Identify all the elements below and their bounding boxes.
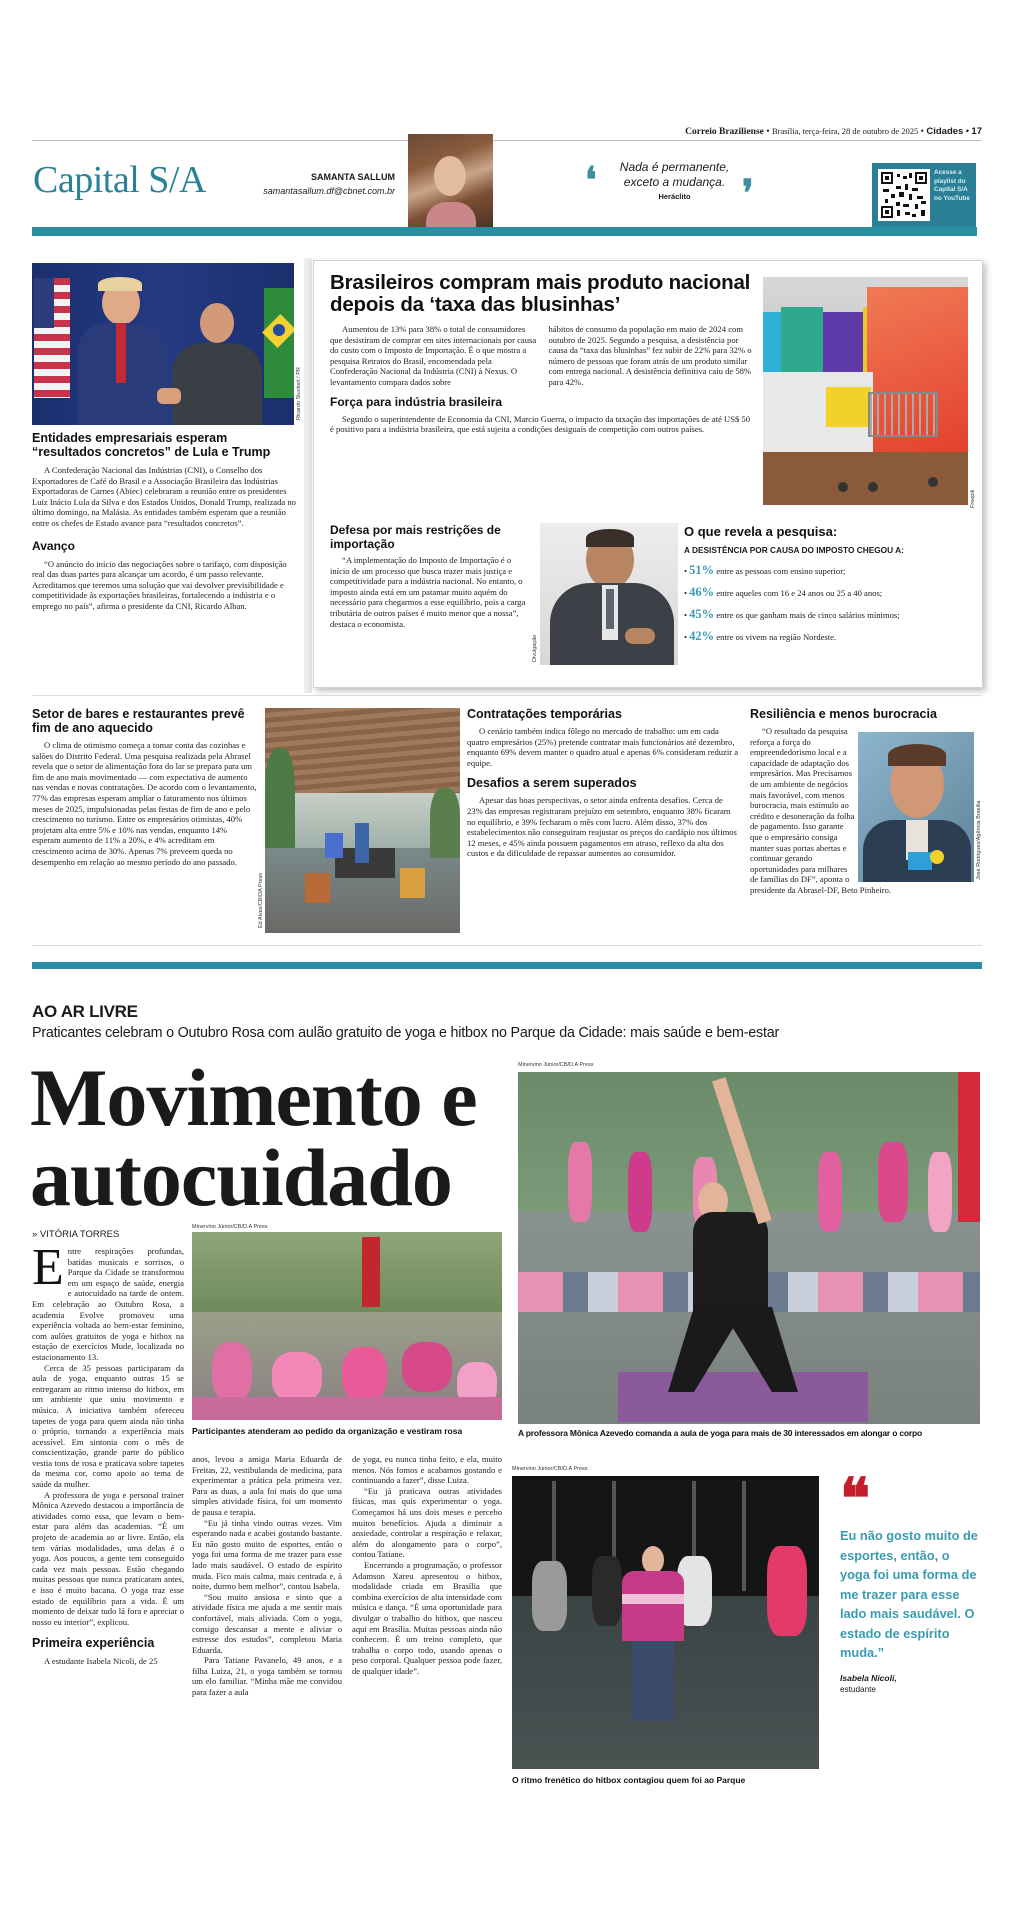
main-col1-lead: ntre respirações profundas, batidas musicais e sorrisos, o Parque da Cidade se transformou em um espaço de saúde, energia e autocuidado na tarde de ontem. Em celebração ao Outubro Rosa, a academia Evolve promoveu uma experiência voltada ao bem-estar feminino, com aulões gratuitos de yoga e hitbox na estação de exercícios Mude, localizada no estacionamento 13. <box>32 1246 184 1362</box>
paper-name: Correio Braziliense <box>685 127 764 137</box>
column-divider <box>304 258 312 693</box>
masthead <box>32 124 982 140</box>
contratacoes-headline: Contratações temporárias <box>467 707 622 721</box>
main-col2 <box>192 1454 342 1698</box>
lula-trump-headline: Entidades empresariais esperam “resultados concretos” de Lula e Trump <box>32 431 271 459</box>
quote-open-icon: ❛ <box>585 159 597 201</box>
lula-trump-body2 <box>32 559 300 612</box>
lula-trump-body-p1: A Confederação Nacional das Indústrias (CNI), o Conselho dos Exportadores de Café do Brasil e a Associação Brasileira das Indústrias Exportadoras de Carnes (Abiec) celebraram a reunião entre os presidentes Luiz Inácio Lula da Silva e dos Estados Unidos, Donald Trump, realizada no último domingo, na Malásia. As entidades também esperam que a reunião entre os chefes de Estado avance para “resultados concretos”. <box>32 465 296 528</box>
lula-trump-photo-credit: Ricardo Stuckert / PR <box>296 367 302 420</box>
marcio-guerra-photo <box>540 523 678 665</box>
lula-trump-body2-p: “O anúncio do início das negociações sobre o tarifaço, com disposição real das duas partes para alcançar um acordo, é um passo relevante. Acreditamos que teremos uma solução que vai devolver previsibilidade e competitividade às exportações brasileiras, fortalecendo a indústria e o emprego no país”, afirma o presidente da CNI, Ricardo Alban. <box>32 558 287 611</box>
blusinhas-intro-col2 <box>549 324 756 388</box>
main-col1-p3: A professora de yoga e personal trainer Mônica Azevedo destacou a importância de atividades como essa, que levam o bem-estar para além das academias. “É um projeto de academia ao ar livre. Então, ela tem várias modalidades, uma delas é o yoga. Aos poucos, a gente tem conseguido cada vez mais pessoas. Estão chegando muitas pessoas que nunca praticaram antes, e isso é muito bacana. O yoga traz esse estado de equilíbrio para a vida. É um momento de deixar tudo lá fora e apreciar o nosso eu interior”, explicou. <box>32 1489 184 1627</box>
survey-stat-value: 42% <box>689 629 715 643</box>
survey-stat-item <box>684 563 976 579</box>
qr-code-icon[interactable] <box>878 169 930 221</box>
bares-body <box>32 740 257 867</box>
hitbox-photo <box>512 1476 819 1769</box>
columnist-name: SAMANTA SALLUM <box>311 172 395 182</box>
quote-close-icon: ❜ <box>742 172 754 214</box>
main-col1-subhead: Primeira experiência <box>32 1636 155 1651</box>
contratacoes-body2 <box>467 795 739 859</box>
pullquote-text: Eu não gosto muito de esportes, então, o yoga foi uma forma de me trazer para esse lado mais saudável. O estado de espírito muda.” <box>840 1528 978 1660</box>
beto-pinheiro-photo <box>858 732 974 882</box>
blusinhas-intro-col1-p: Aumentou de 13% para 38% o total de consumidores que desistiram de comprar em sites internacionais por causa do custo com o Imposto de Importação. É o que mostra a pesquisa Retratos do Brasil, encomendada pela Confederação Nacional da Indústria (CNI) à Nexus. O levantamento compara dados sobre <box>330 324 537 387</box>
blusinhas-upper <box>330 272 755 435</box>
header-quote-line2: exceto a mudança. <box>623 175 726 189</box>
pullquote-attribution <box>840 1673 980 1696</box>
main-col2-p4: Para Tatiane Pavanelo, 49 anos, e a filha Luiza, 21, o yoga também se tornou um elo familiar. “Minha mãe me convidou para fazer a aula <box>192 1655 342 1698</box>
bares-headline: Setor de bares e restaurantes prevê fim de ano aquecido <box>32 707 245 735</box>
dateline: Brasília, terça-feira, 28 de outubro de 2025 <box>771 126 919 136</box>
main-col3 <box>352 1454 502 1676</box>
columnist-block <box>220 172 395 197</box>
main-headline <box>30 1052 510 1223</box>
restaurant-photo-credit: Ed Alves/CB/DA Press <box>258 872 264 928</box>
bullet-icon: • <box>684 588 690 598</box>
masthead-line: Correio Braziliense • Brasília, terça-feira, 28 de outubro de 2025 • Cidades • 17 <box>685 126 982 137</box>
main-col3-p3: Encerrando a programação, o professor Adamson Xareu apresentou o hitbox, modalidade criada em Brasília que combina exercícios de alta intensidade com música e dança. “É uma oportunidade para divulgar o trabalho do hitbox, que nasceu aqui em Brasília. Muitas pessoas ainda não conhecem. É um treino completo, que trabalha o corpo todo, usando apenas o peso corporal. Qualquer pessoa pode fazer, de qualquer idade”. <box>352 1559 502 1676</box>
main-col3-p2: “Eu já praticava outras atividades físicas, mas quis experimentar o yoga. Começamos há uns dois meses e percebo muitos benefícios. Ajuda a diminuir a ansiedade, controlar a respiração e relaxar, além do alongamento para o corpo”, contou Tatiane. <box>352 1485 502 1560</box>
shopping-cart-photo <box>763 277 968 505</box>
survey-stat-value: 51% <box>689 563 715 577</box>
lula-trump-story <box>32 431 300 612</box>
blusinhas-intro <box>330 324 755 388</box>
survey-stat-text: entre os que ganham mais de cinco salários mínimos; <box>716 610 900 620</box>
blusinhas-body1-p: Segundo o superintendente de Economia da CNI, Marcio Guerra, o impacto da taxação das importações de até US$ 50 é positivo para a indústria brasileira, que está sujeita a condições desiguais de competição com outros países. <box>330 413 751 435</box>
header-quote <box>620 160 729 190</box>
section-rule-2 <box>32 945 982 946</box>
hitbox-photo-credit: Minervino Júnior/CB/D.A Press <box>512 1466 588 1472</box>
blusinhas-intro-col2-p: hábitos de consumo da população em maio de 2024 com outubro de 2025. Segundo a pesquisa, a desistência por causa da “taxa das blusinhas” fez subir de 22% para 32% o número de pessoas que foram atrás de um produto similar com entrega nacional. A desistência definitiva caiu de 58% para 42%. <box>548 324 752 387</box>
survey-box-title: O que revela a pesquisa: <box>684 524 838 539</box>
yoga-group-photo-caption: Participantes atenderam ao pedido da organização e vestiram rosa <box>192 1426 463 1436</box>
page-number: 17 <box>971 126 982 137</box>
yoga-group-photo-credit: Minervino Júnior/CB/D.A Press <box>192 1224 268 1230</box>
blusinhas-subhead1: Força para indústria brasileira <box>330 394 503 409</box>
bares-story <box>32 707 257 867</box>
qr-text: Acesse a playlist do Capital S/A no YouTube <box>934 169 970 202</box>
main-col1-flow <box>32 1229 184 1667</box>
main-headline-line1: Movimento e <box>30 1052 477 1143</box>
pullquote-role: estudante <box>840 1685 876 1694</box>
contratacoes-story <box>467 707 739 859</box>
blusinhas-headline: Brasileiros compram mais produto nacional depois da ‘taxa das blusinhas’ <box>330 271 751 316</box>
survey-stat-value: 46% <box>689 585 715 599</box>
bullet-icon: • <box>684 610 690 620</box>
survey-stats-list <box>684 563 976 645</box>
lula-trump-body <box>32 465 300 529</box>
pullquote-author: Isabela Nicoli, <box>840 1672 897 1683</box>
columnist-email[interactable]: samantasallum.df@cbnet.com.br <box>263 186 395 196</box>
instructor-photo-credit: Minervino Júnior/CB/D.A Press <box>518 1062 594 1068</box>
main-col2-p1: anos, levou a amiga Maria Eduarda de Freitas, 22, vestibulanda de medicina, para experimentar a prática pela primeira vez. Para as duas, a aula foi mais do que uma simples atividade física, foi um momento de pausa e terapia. <box>192 1454 342 1517</box>
section-rule <box>32 695 982 696</box>
main-col1 <box>32 1239 184 1627</box>
survey-stat-text: entre os vivem na região Nordeste. <box>716 632 837 642</box>
blusinhas-body1 <box>330 414 755 435</box>
contratacoes-body2-p: Apesar das boas perspectivas, o setor ainda enfrenta desafios. Cerca de 23% das empresas registraram prejuízo em setembro, enquanto 38% ficaram no equilíbrio, e 39% fecharam o mês com lucro. Além disso, 37% dos estabelecimentos não conseguiram reajustar os preços do cardápio nos últimos 12 meses, e 45% ainda possuem pagamentos em atraso, reflexo da alta dos custos e da dificuldade de repassar aumentos ao consumidor. <box>467 795 737 859</box>
section-separator-bar <box>32 962 982 969</box>
header-quote-line1: Nada é permanente, <box>619 160 730 174</box>
header-quote-author: Heráclito <box>658 192 691 201</box>
restaurant-photo <box>265 708 460 933</box>
resiliencia-headline: Resiliência e menos burocracia <box>750 707 937 721</box>
main-col2-p2: “Eu já tinha vindo outras vezes. Vim esperando nada e acabei gostando bastante. Eu não gosto muito de esportes, então o yoga foi uma forma de me trazer para esse lado mais saudável. O estado de espírito muda. Fico mais calma, mais centrada e, à noite, durmo bem melhor”, contou Isabela. <box>192 1517 342 1592</box>
shopping-cart-photo-credit: Freepik <box>970 489 976 508</box>
lula-trump-subhead: Avanço <box>32 538 75 553</box>
survey-box-kicker: A DESISTÊNCIA POR CAUSA DO IMPOSTO CHEGOU A: <box>684 545 904 555</box>
main-col1-p4 <box>32 1656 184 1667</box>
header-quote-block <box>612 160 737 201</box>
dropcap: E <box>32 1239 64 1296</box>
pullquote-block <box>840 1466 980 1695</box>
resiliencia-body-p: “O resultado da pesquisa reforça a força do empreendedorismo local e a capacidade de adaptação dos empresários. Mas Precisamos de um ambiente de negócios mais favorável, com menos burocracia, mais estímulo ao crédito e desoneração da folha de pagamento. Isso garante que o empresário consiga manter suas portas abertas e continuar gerando oportunidades para milhares de famílias do DF”, aponta o presidente da Abrasel-DF, Beto Pinheiro. <box>750 726 892 895</box>
blusinhas-lower <box>330 524 530 629</box>
survey-stat-item <box>684 629 976 645</box>
lula-trump-photo <box>32 263 294 425</box>
contratacoes-body-p: O cenário também indica fôlego no mercado de trabalho: um em cada quatro empresários (25%) pretende contratar mais funcionários até dezembro, enquanto 69% devem manter o quadro atual e apenas 6% consideram reduzir a equipe. <box>467 726 739 768</box>
marcio-guerra-photo-credit: Divulgação <box>532 634 538 662</box>
survey-stat-text: entre aqueles com 16 e 24 anos ou 25 a 40 anos; <box>716 588 883 598</box>
header-rule <box>32 227 977 236</box>
columnist-photo <box>408 134 493 229</box>
masthead-rule <box>32 140 982 141</box>
instructor-photo-caption: A professora Mônica Azevedo comanda a aula de yoga para mais de 30 interessados em alongar o corpo <box>518 1428 922 1438</box>
main-deck: Praticantes celebram o Outubro Rosa com aulão gratuito de yoga e hitbox no Parque da Cidade: mais saúde e bem-estar <box>32 1025 780 1041</box>
survey-box <box>684 524 976 645</box>
blusinhas-subhead2: Defesa por mais restrições de importação <box>330 523 501 551</box>
main-kicker: AO AR LIVRE <box>32 1002 138 1021</box>
main-headline-line2: autocuidado <box>30 1132 452 1223</box>
instructor-photo <box>518 1072 980 1424</box>
bares-body-p: O clima de otimismo começa a tomar conta das cozinhas e salões do Distrito Federal. Uma pesquisa realizada pela Abrasel revela que o setor de alimentação fora do lar se prepara para um fim de ano mais movimentado — com expectativa de aumento nas vendas e novas contratações. De acordo com o levantamento, 77% das empresas esperam ampliar o faturamento nos últimos meses de 2025, impulsionadas pelas festas de fim de ano e pelo crescimento no turismo. Entre os empresários otimistas, 40% projetam alta entre 5% e 10% nas vendas, enquanto 14% esperam aumento de 11% a 20%, e 4% acreditam em crescimento acima de 30%. Apenas 7% preveem queda no desempenho em relação ao mesmo período do ano passado. <box>32 740 257 867</box>
blusinhas-intro-col1 <box>330 324 537 388</box>
qr-box[interactable] <box>872 163 976 229</box>
blusinhas-body2-p: “A implementação do Imposto de Importação é o início de um processo que busca trazer mais justiça e competitividade para a indústria nacional. No entanto, o imposto ainda está em um patamar muito aquém do necessário para chegarmos a esse equilíbrio, pois a carga tributária de outros países é muito menor que a nossa”, destaca o economista. <box>330 555 526 629</box>
bullet-icon: • <box>684 566 690 576</box>
main-col3-p1: de yoga, eu nunca tinha feito, e ela, muito menos. Nós fomos e acabamos gostando e continuando a fazer”, disse Luiza. <box>352 1454 502 1486</box>
hitbox-photo-caption: O ritmo frenético do hitbox contagiou quem foi ao Parque <box>512 1775 746 1785</box>
survey-stat-text: entre as pessoas com ensino superior; <box>716 566 846 576</box>
survey-stat-value: 45% <box>689 607 715 621</box>
section-name: Cidades <box>926 126 964 137</box>
contratacoes-body <box>467 726 739 768</box>
pullquote-marks-icon: ❝ <box>840 1466 871 1532</box>
bullet-icon: • <box>684 632 690 642</box>
main-byline: » VITÓRIA TORRES <box>32 1229 120 1240</box>
survey-stat-item <box>684 607 976 623</box>
main-col2-p3: “Sou muito ansiosa e sinto que a atividade física me ajuda a me sentir mais confortável, mais aliviada. Com o yoga, consigo descansar a mente e aliviar o estresse dos estudos”, completou Maria Eduarda. <box>192 1591 342 1655</box>
blusinhas-body2 <box>330 555 530 629</box>
beto-pinheiro-photo-credit: José Rodrigues/Agência Brasília <box>976 800 982 880</box>
column-title: Capital S/A <box>33 159 206 201</box>
contratacoes-subhead: Desafios a serem superados <box>467 776 637 791</box>
survey-stat-item <box>684 585 976 601</box>
main-col1-p4-text: A estudante Isabela Nicoli, de 25 <box>44 1656 158 1667</box>
main-col1-p2: Cerca de 35 pessoas participaram da aula de yoga, enquanto outras 15 se entregaram ao ritmo intenso do hitbox, em um ambiente que uniu movimento e música. A iniciativa também ofereceu tapetes de yoga para quem ainda não tinha o próprio, tornando a experiência mais acessível. Em sintonia com o mês de conscientização, grande parte do público vestia tons de rosa e praticava sobre tapetes da mesma cor, como apoio ao tema de saúde da mulher. <box>32 1362 184 1490</box>
yoga-group-photo <box>192 1232 502 1420</box>
